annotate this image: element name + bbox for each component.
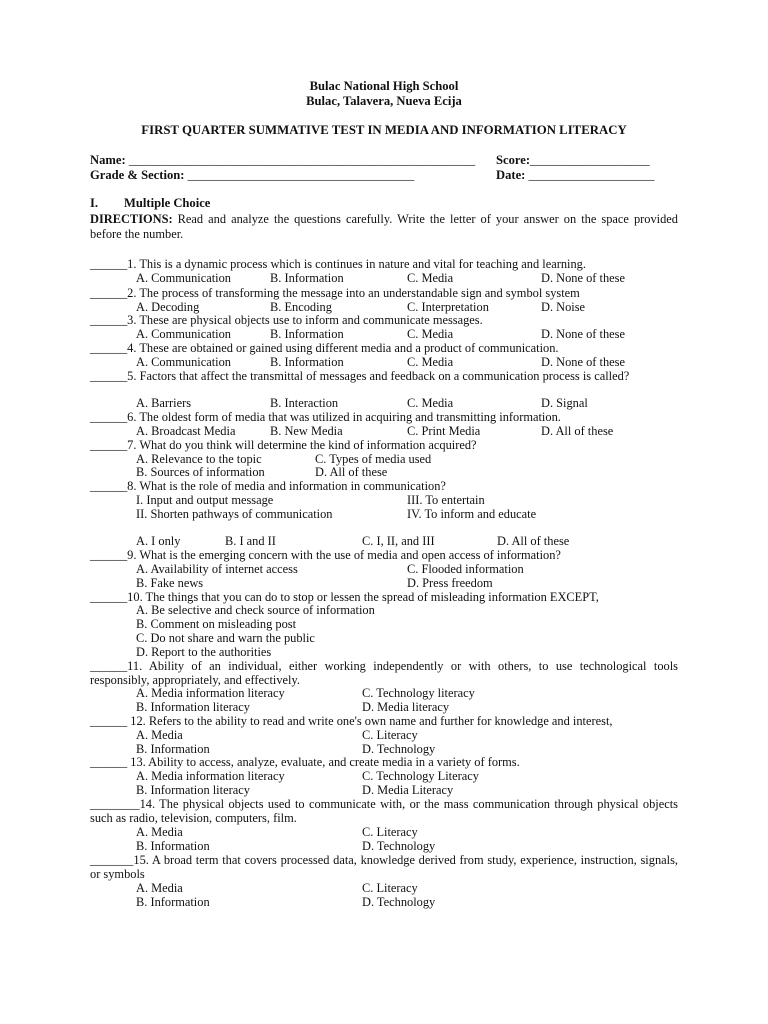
q14-option-c: C. Literacy xyxy=(362,825,418,839)
q8-item-3: III. To entertain xyxy=(407,493,485,507)
q13-option-d: D. Media Literacy xyxy=(362,783,454,797)
q9-option-c: C. Flooded information xyxy=(407,562,524,576)
q4-option-a: A. Communication xyxy=(136,355,231,369)
q8-option-b: B. I and II xyxy=(225,534,276,548)
q13-option-b: B. Information literacy xyxy=(136,783,250,797)
question-11: ______11. Ability of an individual, either working independently or with others, to use technological tools responsibly, appropriately, and effectively. xyxy=(90,659,678,687)
q9-option-d: D. Press freedom xyxy=(407,576,493,590)
q12-option-a: A. Media xyxy=(136,728,183,742)
q12-option-d: D. Technology xyxy=(362,742,436,756)
q5-option-c: C. Media xyxy=(407,396,454,410)
q2-option-a: A. Decoding xyxy=(136,300,200,314)
q10-option-d: D. Report to the authorities xyxy=(136,645,272,659)
section-number: I. xyxy=(90,196,99,210)
name-label: Name: xyxy=(90,153,126,167)
date-label: Date: xyxy=(496,168,526,182)
question-2: ______2. The process of transforming the message into an understandable sign and symbol system xyxy=(90,286,580,300)
directions xyxy=(90,212,678,242)
section-heading xyxy=(90,196,210,211)
q9-option-a: A. Availability of internet access xyxy=(136,562,298,576)
question-14: ________14. The physical objects used to communicate with, or the mass communication through physical objects such as radio, television, computers, film. xyxy=(90,797,678,825)
question-4: ______4. These are obtained or gained using different media and a product of communication. xyxy=(90,341,559,355)
question-5: ______5. Factors that affect the transmittal of messages and feedback on a communication process is called? xyxy=(90,369,630,383)
q8-item-4: IV. To inform and educate xyxy=(407,507,537,521)
question-6: ______6. The oldest form of media that was utilized in acquiring and transmitting information. xyxy=(90,410,561,424)
date-blank: ____________________ xyxy=(528,168,655,182)
q6-option-c: C. Print Media xyxy=(407,424,481,438)
section-title: Multiple Choice xyxy=(124,196,211,210)
question-13: ______ 13. Ability to access, analyze, evaluate, and create media in a variety of forms. xyxy=(90,755,520,769)
q7-option-c: C. Types of media used xyxy=(315,452,432,466)
question-8: ______8. What is the role of media and information in communication? xyxy=(90,479,446,493)
q10-option-b: B. Comment on misleading post xyxy=(136,617,297,631)
q14-option-d: D. Technology xyxy=(362,839,436,853)
name-field xyxy=(90,153,475,168)
q10-option-c: C. Do not share and warn the public xyxy=(136,631,315,645)
q8-option-d: D. All of these xyxy=(497,534,570,548)
q15-option-a: A. Media xyxy=(136,881,183,895)
question-1: ______1. This is a dynamic process which is continues in nature and vital for teaching and learning. xyxy=(90,257,586,271)
name-blank: _______________________________________________________ xyxy=(128,153,476,167)
q15-option-d: D. Technology xyxy=(362,895,436,909)
score-label: Score: xyxy=(496,153,531,167)
q15-option-c: C. Literacy xyxy=(362,881,418,895)
q2-option-b: B. Encoding xyxy=(270,300,332,314)
q15-option-b: B. Information xyxy=(136,895,210,909)
q1-option-a: A. Communication xyxy=(136,271,231,285)
q5-option-a: A. Barriers xyxy=(136,396,192,410)
q13-option-c: C. Technology Literacy xyxy=(362,769,479,783)
q11-option-b: B. Information literacy xyxy=(136,700,250,714)
q12-option-c: C. Literacy xyxy=(362,728,418,742)
q3-option-d: D. None of these xyxy=(541,327,625,341)
q7-option-b: B. Sources of information xyxy=(136,465,265,479)
q8-option-a: A. I only xyxy=(136,534,181,548)
q2-option-d: D. Noise xyxy=(541,300,586,314)
date-field xyxy=(496,168,654,183)
q5-option-d: D. Signal xyxy=(541,396,588,410)
q8-item-1: I. Input and output message xyxy=(136,493,274,507)
q6-option-a: A. Broadcast Media xyxy=(136,424,236,438)
question-9: ______9. What is the emerging concern with the use of media and open access of information? xyxy=(90,548,561,562)
q6-option-b: B. New Media xyxy=(270,424,343,438)
q3-option-b: B. Information xyxy=(270,327,344,341)
q12-option-b: B. Information xyxy=(136,742,210,756)
question-10: ______10. The things that you can do to stop or lessen the spread of misleading information EXCEPT, xyxy=(90,590,599,604)
school-name: Bulac National High School xyxy=(309,79,459,93)
question-15: _______15. A broad term that covers processed data, knowledge derived from study, experience, instruction, signals, or symbols xyxy=(90,853,678,881)
q3-option-a: A. Communication xyxy=(136,327,231,341)
q11-option-d: D. Media literacy xyxy=(362,700,450,714)
q3-option-c: C. Media xyxy=(407,327,454,341)
q14-option-b: B. Information xyxy=(136,839,210,853)
score-field xyxy=(496,153,650,168)
score-blank: ___________________ xyxy=(530,153,650,167)
q4-option-d: D. None of these xyxy=(541,355,625,369)
directions-label: DIRECTIONS: xyxy=(90,212,173,226)
q7-option-a: A. Relevance to the topic xyxy=(136,452,262,466)
test-title: FIRST QUARTER SUMMATIVE TEST IN MEDIA AND INFORMATION LITERACY xyxy=(141,123,627,137)
q11-option-a: A. Media information literacy xyxy=(136,686,285,700)
q4-option-c: C. Media xyxy=(407,355,454,369)
q6-option-d: D. All of these xyxy=(541,424,614,438)
grade-section-field xyxy=(90,168,414,183)
q1-option-d: D. None of these xyxy=(541,271,625,285)
q7-option-d: D. All of these xyxy=(315,465,388,479)
q10-option-a: A. Be selective and check source of information xyxy=(136,603,375,617)
q5-option-b: B. Interaction xyxy=(270,396,339,410)
question-12: ______ 12. Refers to the ability to read and write one's own name and further for knowledge and interest, xyxy=(90,714,613,728)
q11-option-c: C. Technology literacy xyxy=(362,686,475,700)
grade-label: Grade & Section: xyxy=(90,168,185,182)
q8-item-2: II. Shorten pathways of communication xyxy=(136,507,333,521)
q8-option-c: C. I, II, and III xyxy=(362,534,435,548)
school-address: Bulac, Talavera, Nueva Ecija xyxy=(306,93,462,108)
q2-option-c: C. Interpretation xyxy=(407,300,489,314)
q14-option-a: A. Media xyxy=(136,825,183,839)
q1-option-b: B. Information xyxy=(270,271,344,285)
school-header xyxy=(90,79,678,108)
directions-text: Read and analyze the questions carefully. Write the letter of your answer on the space provided before the number. xyxy=(90,212,678,241)
grade-blank: ____________________________________ xyxy=(187,168,415,182)
q9-option-b: B. Fake news xyxy=(136,576,204,590)
question-7: ______7. What do you think will determine the kind of information acquired? xyxy=(90,438,477,452)
q13-option-a: A. Media information literacy xyxy=(136,769,285,783)
q1-option-c: C. Media xyxy=(407,271,454,285)
question-3: ______3. These are physical objects use to inform and communicate messages. xyxy=(90,313,483,327)
q4-option-b: B. Information xyxy=(270,355,344,369)
